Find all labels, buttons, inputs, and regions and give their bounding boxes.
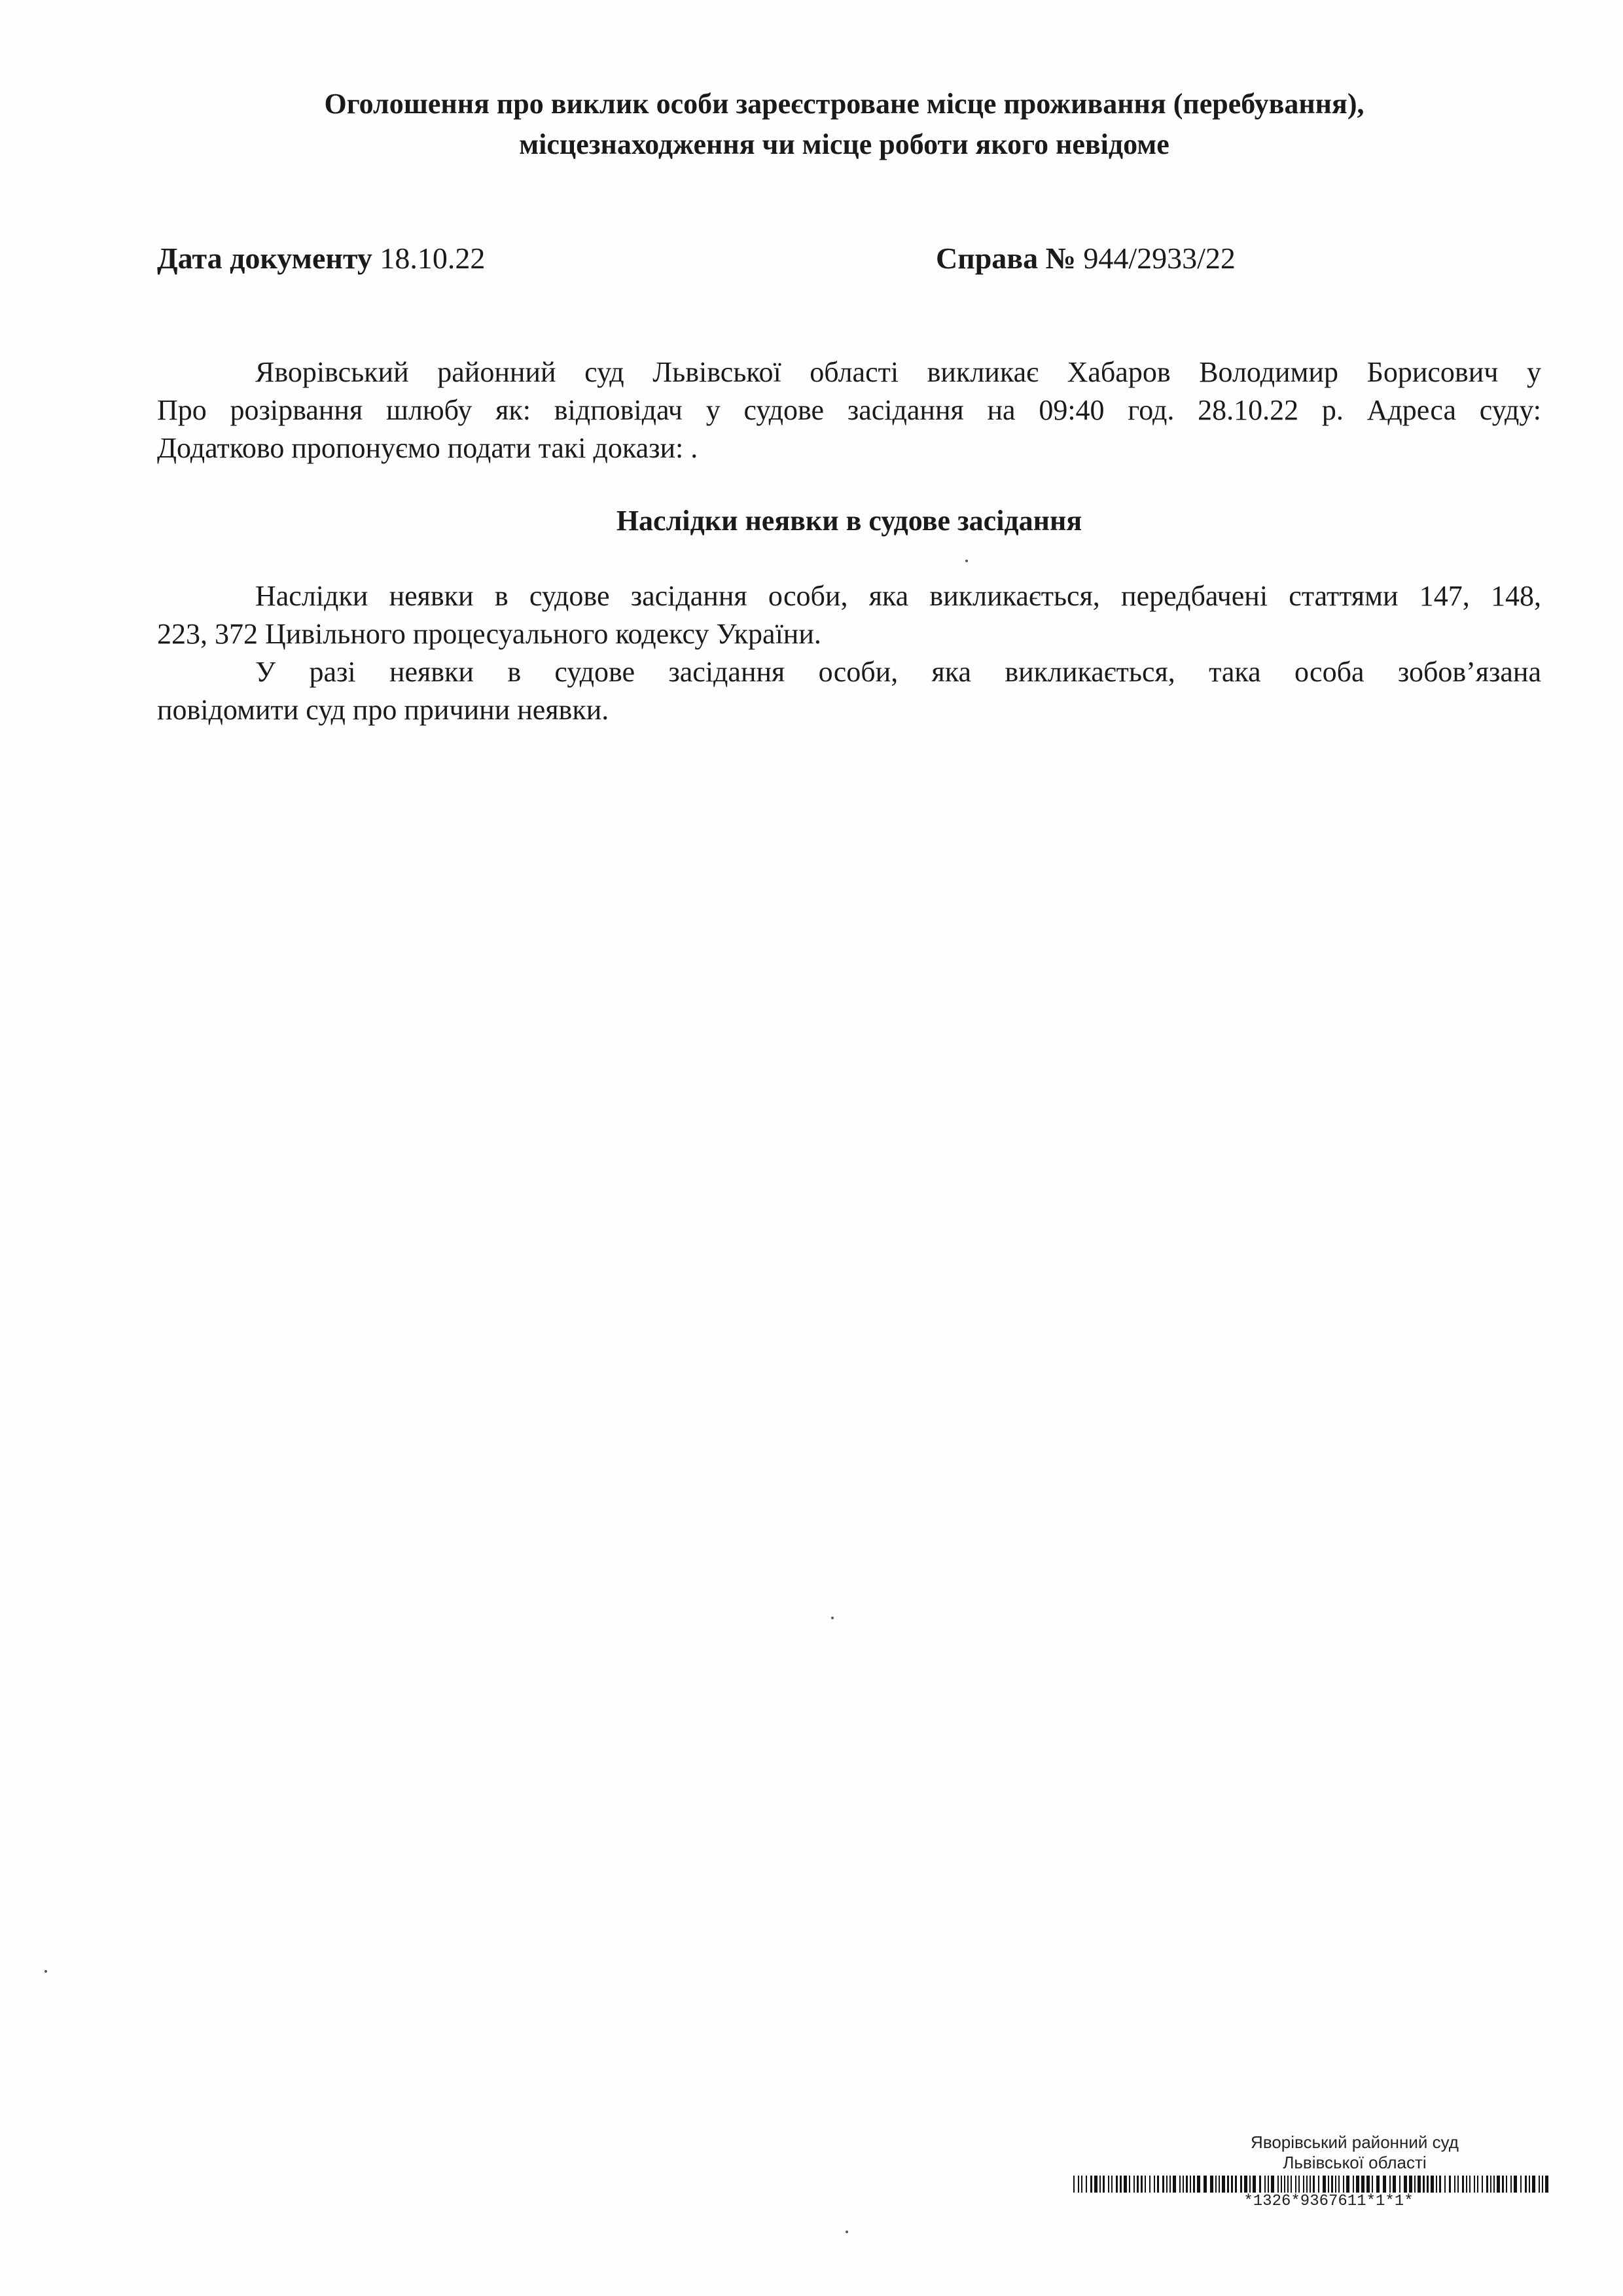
barcode-bar	[1078, 2176, 1079, 2193]
barcode-bar	[1298, 2176, 1300, 2193]
barcode-bar	[1222, 2176, 1225, 2193]
barcode-bar	[1343, 2176, 1344, 2193]
barcode-bar	[1295, 2176, 1296, 2193]
barcode-bar	[1444, 2176, 1446, 2193]
consequences-text	[157, 577, 1541, 729]
barcode-bar	[1231, 2176, 1233, 2193]
court-stamp	[1073, 2132, 1558, 2210]
barcode-bar	[1268, 2176, 1269, 2193]
barcode-bar	[1094, 2176, 1097, 2193]
barcode-bar	[1539, 2176, 1540, 2193]
barcode-bar	[1469, 2176, 1471, 2193]
consequences-p1-line-1: Наслідки неявки в судове засідання особи, яка викликається, передбачені статтями 147, 148,	[255, 580, 1541, 612]
barcode-bar	[1436, 2176, 1437, 2193]
consequences-heading: Наслідки неявки в судове засідання	[616, 505, 1082, 537]
barcode-bar	[1277, 2176, 1279, 2193]
title-line-2: місцезнаходження чи місце роботи якого невідоме	[519, 128, 1169, 160]
barcode-bar	[1259, 2176, 1261, 2193]
barcode-bar	[1490, 2176, 1491, 2193]
barcode-bar	[1284, 2176, 1285, 2193]
barcode-bar	[1399, 2176, 1400, 2193]
barcode-bar	[1141, 2176, 1143, 2193]
barcode-bar	[1137, 2176, 1139, 2193]
barcode-bar	[1376, 2176, 1380, 2193]
barcode-bar	[1264, 2176, 1266, 2193]
barcode-bar	[1210, 2176, 1213, 2193]
document-date	[157, 241, 485, 276]
barcode-bar	[1356, 2176, 1359, 2193]
barcode-bar	[1111, 2176, 1113, 2193]
barcode-bar	[1477, 2176, 1478, 2193]
date-label: Дата документу	[157, 242, 372, 275]
barcode-bar	[1335, 2176, 1336, 2193]
scan-speck	[45, 1970, 47, 1973]
barcode-bar	[1366, 2176, 1370, 2193]
barcode-bar	[1383, 2176, 1386, 2193]
barcode-bar	[1090, 2176, 1092, 2193]
barcode-bar	[1361, 2176, 1364, 2193]
barcode-bar	[1086, 2176, 1087, 2193]
barcode-bar	[1414, 2176, 1416, 2193]
case-number	[936, 241, 1236, 276]
case-label: Справа №	[936, 242, 1076, 275]
barcode-bar	[1215, 2176, 1217, 2193]
barcode-bar	[1457, 2176, 1459, 2193]
barcode-bar	[1235, 2176, 1237, 2193]
barcode-bar	[1124, 2176, 1127, 2193]
barcode-bar	[1439, 2176, 1441, 2193]
stamp-court-line-1: Яворівський районний суд	[1251, 2132, 1459, 2152]
barcode-bar	[1303, 2176, 1304, 2193]
barcode-bar	[1353, 2176, 1354, 2193]
barcode-bar	[1427, 2176, 1429, 2193]
barcode-bar	[1449, 2176, 1451, 2193]
barcode-bar	[1249, 2176, 1251, 2193]
barcode-bar	[1313, 2176, 1315, 2193]
barcode-bar	[1227, 2176, 1229, 2193]
barcode-bar	[1310, 2176, 1311, 2193]
summons-paragraph	[157, 353, 1541, 467]
barcode-bar	[1409, 2176, 1412, 2193]
barcode-bar	[1423, 2176, 1425, 2193]
barcode-bar	[1219, 2176, 1220, 2193]
consequences-paragraph-1	[157, 577, 1541, 653]
barcode-bar	[1462, 2176, 1464, 2193]
barcode-bar	[1179, 2176, 1181, 2193]
barcode-bar	[1129, 2176, 1130, 2193]
barcode-bar	[1486, 2176, 1488, 2193]
barcode-bar	[1193, 2176, 1195, 2193]
summons-line-3: Додатково пропонуємо подати такі докази: .	[157, 432, 698, 464]
barcode-bar	[1331, 2176, 1333, 2193]
consequences-p2-line-2: повідомити суд про причини неявки.	[157, 694, 609, 726]
document-title	[157, 84, 1531, 165]
barcode-bar	[1520, 2176, 1522, 2193]
barcode-bar	[1466, 2176, 1467, 2193]
stamp-court-line-2: Львівської області	[1283, 2153, 1427, 2172]
barcode-bar	[1542, 2176, 1543, 2193]
summons-line-1: Яворівський районний суд Львівської області викликає Хабаров Володимир Борисович у	[255, 356, 1541, 388]
barcode-bar	[1281, 2176, 1282, 2193]
barcode-bar	[1271, 2176, 1274, 2193]
barcode-bar	[1108, 2176, 1109, 2193]
case-value: 944/2933/22	[1083, 242, 1236, 275]
barcode-bar	[1081, 2176, 1082, 2193]
barcode-bar	[1389, 2176, 1391, 2193]
barcode-bar	[1393, 2176, 1396, 2193]
barcode-bar	[1404, 2176, 1407, 2193]
barcode-text: *1326*9367611*1*1*	[1243, 2193, 1414, 2210]
barcode-bar	[1291, 2176, 1292, 2193]
barcode-bar	[1149, 2176, 1150, 2193]
barcode-bar	[1346, 2176, 1349, 2193]
summons-line-2: Про розірвання шлюбу як: відповідач у судове засідання на 09:40 год. 28.10.22 р. Адреса суду:	[157, 394, 1541, 426]
consequences-p2-line-1: У разі неявки в судове засідання особи, яка викликається, така особа зобов’язана	[255, 656, 1541, 688]
title-line-1: Оголошення про виклик особи зареєстроване місце проживання (перебування),	[324, 88, 1364, 120]
barcode-bar	[1154, 2176, 1155, 2193]
barcode-bar	[1525, 2176, 1527, 2193]
barcode-bar	[1166, 2176, 1168, 2193]
barcode-bar	[1545, 2176, 1548, 2193]
barcode-bar	[1532, 2176, 1535, 2193]
barcode-bar	[1186, 2176, 1188, 2193]
barcode-bar	[1244, 2176, 1247, 2193]
barcode-bar	[1306, 2176, 1308, 2193]
barcode-bar	[1099, 2176, 1101, 2193]
barcode-bar	[1197, 2176, 1200, 2193]
barcode-bar	[1529, 2176, 1530, 2193]
scan-speck	[846, 2231, 848, 2233]
barcode-bar	[1514, 2176, 1517, 2193]
barcode-bar	[1287, 2176, 1289, 2193]
barcode-bar	[1510, 2176, 1512, 2193]
scan-speck	[965, 560, 968, 562]
barcode-bar	[1323, 2176, 1326, 2193]
barcode-bar	[1328, 2176, 1329, 2193]
barcode-bar	[1482, 2176, 1483, 2193]
barcode-bar	[1454, 2176, 1455, 2193]
scan-speck	[831, 1617, 834, 1619]
barcode-bar	[1431, 2176, 1434, 2193]
consequences-paragraph-2	[157, 653, 1541, 729]
barcode-bar	[1318, 2176, 1319, 2193]
barcode-bar	[1204, 2176, 1207, 2193]
barcode-bar	[1116, 2176, 1118, 2193]
barcode-bar	[1502, 2176, 1504, 2193]
barcode-bar	[1506, 2176, 1507, 2193]
barcode-image	[1073, 2176, 1558, 2193]
barcode-bar	[1173, 2176, 1176, 2193]
barcode-bar	[1157, 2176, 1159, 2193]
barcode-bar	[1190, 2176, 1191, 2193]
barcode-bar	[1169, 2176, 1171, 2193]
barcode-bar	[1372, 2176, 1373, 2193]
barcode-bar	[1493, 2176, 1495, 2193]
barcode-bar	[1073, 2176, 1075, 2193]
date-value: 18.10.22	[380, 242, 486, 275]
barcode-bar	[1162, 2176, 1164, 2193]
barcode-bar	[1418, 2176, 1421, 2193]
barcode-bar	[1253, 2176, 1256, 2193]
barcode-bar	[1338, 2176, 1340, 2193]
barcode-bar	[1183, 2176, 1184, 2193]
barcode-bar	[1133, 2176, 1135, 2193]
barcode-bar	[1497, 2176, 1500, 2193]
barcode-bar	[1120, 2176, 1122, 2193]
barcode-bar	[1145, 2176, 1146, 2193]
barcode-bar	[1240, 2176, 1242, 2193]
consequences-p1-line-2: 223, 372 Цивільного процесуального кодексу України.	[157, 618, 821, 650]
barcode-bar	[1474, 2176, 1475, 2193]
barcode-bar	[1103, 2176, 1105, 2193]
